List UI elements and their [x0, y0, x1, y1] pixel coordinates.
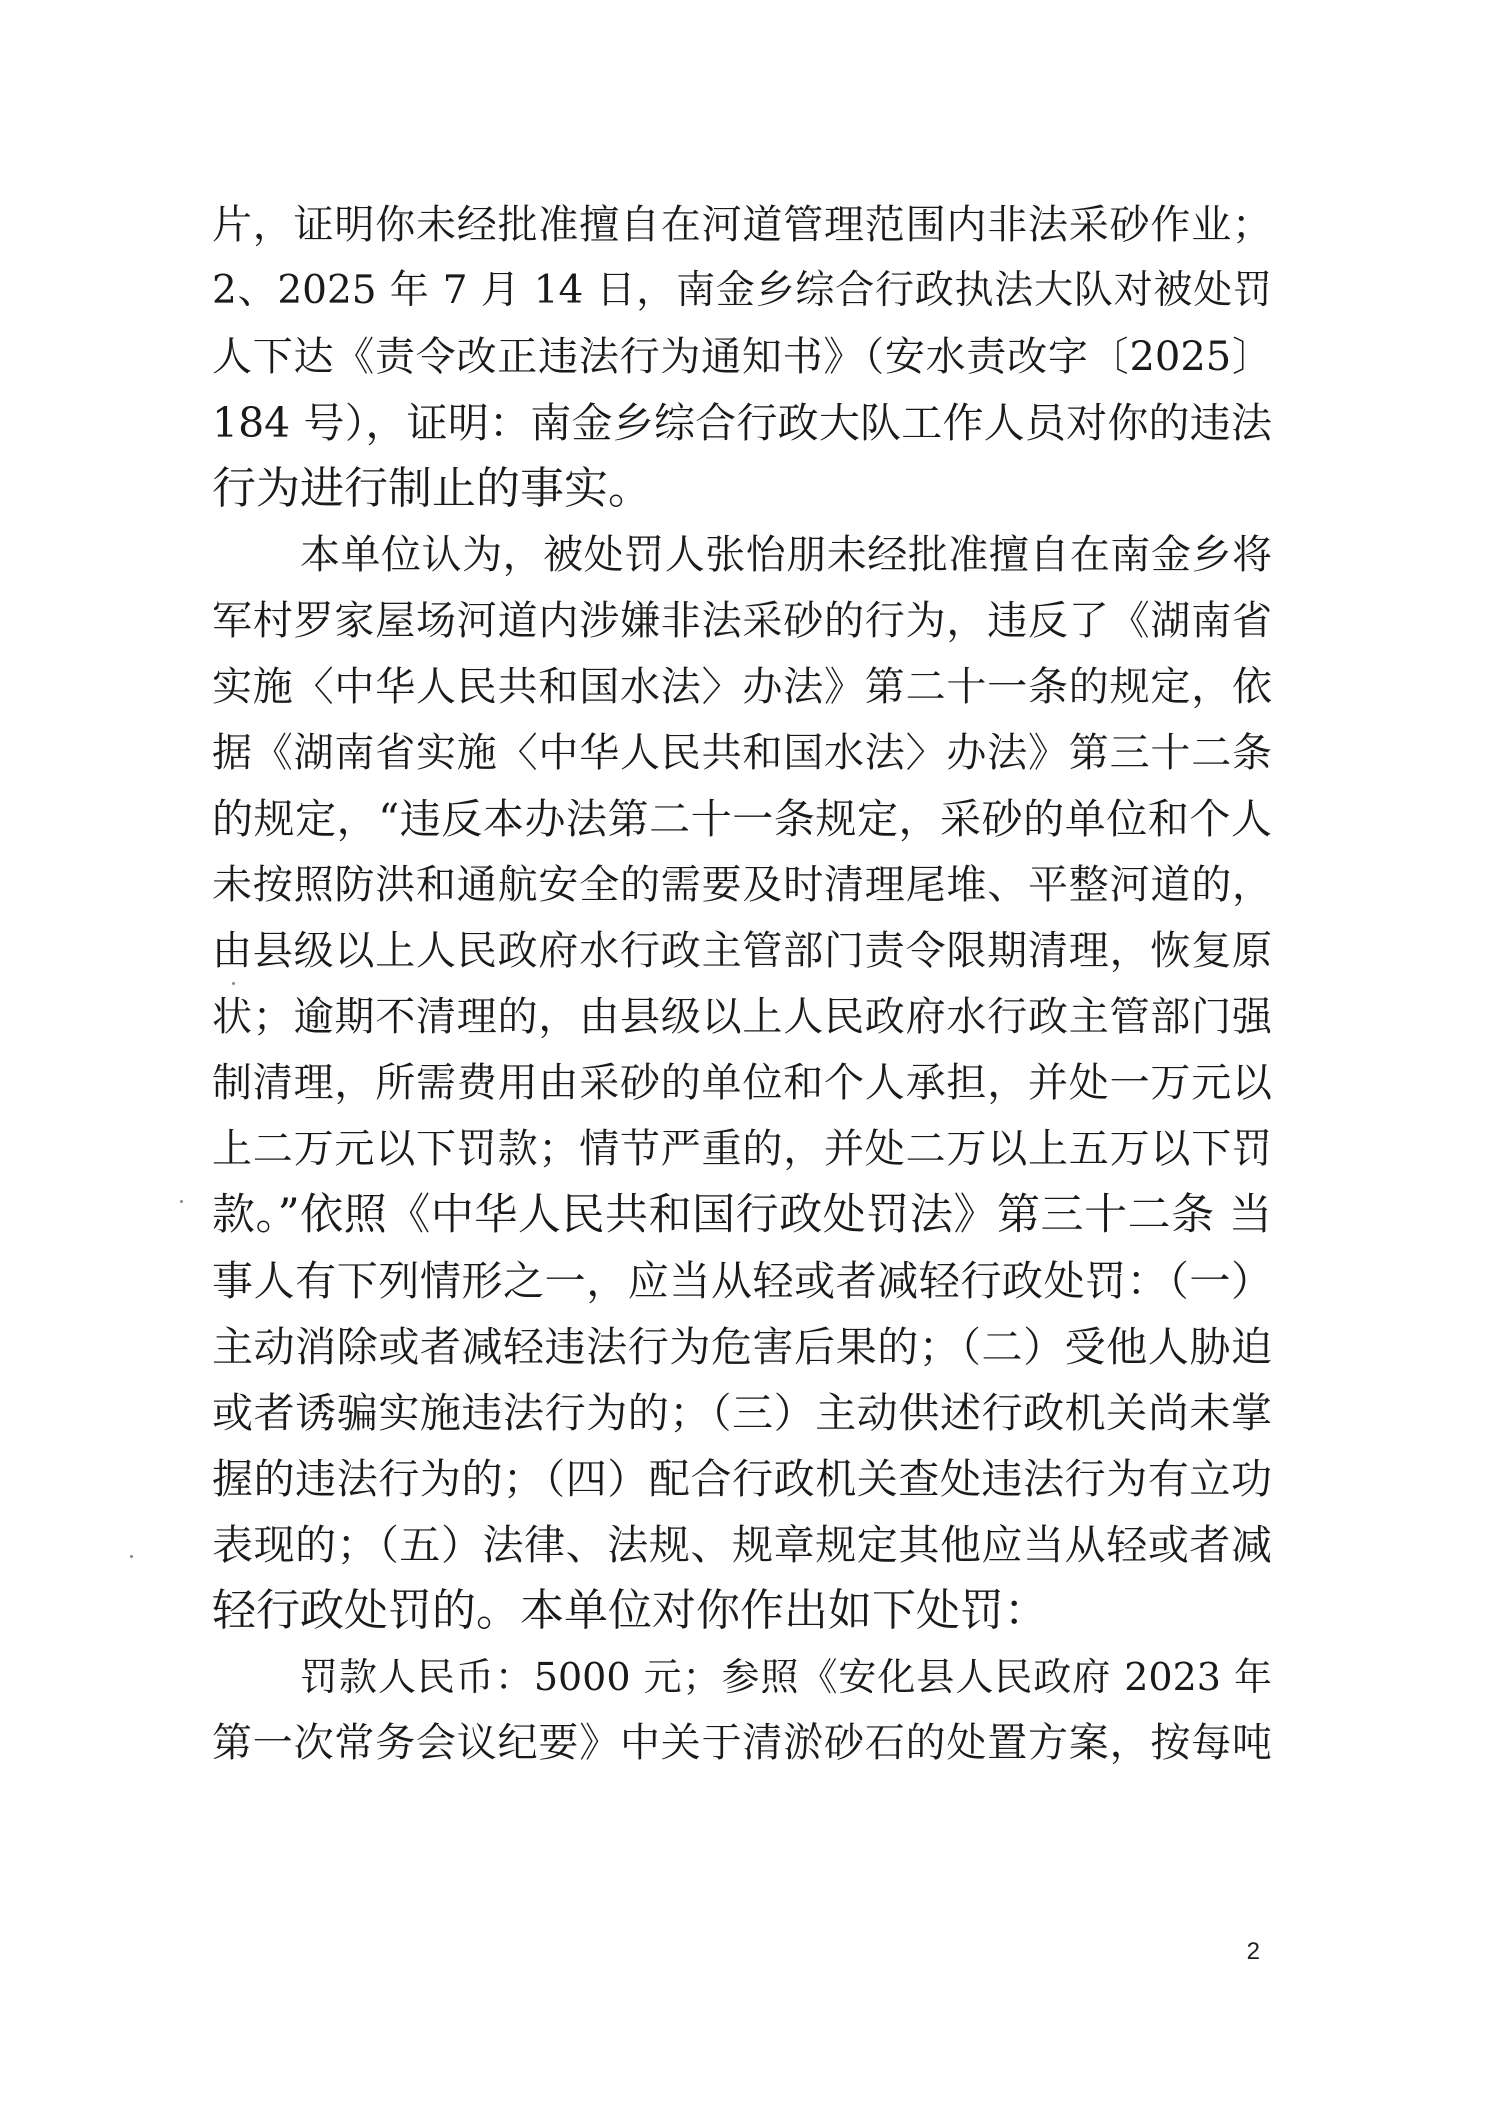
text-line: 片，证明你未经批准擅自在河道管理范围内非法采砂作业； — [212, 202, 1272, 248]
text-line: 款。”依照《中华人民共和国行政处罚法》第三十二条 当 — [212, 1190, 1272, 1240]
text-line: 上二万元以下罚款；情节严重的，并处二万以上五万以下罚 — [212, 1126, 1272, 1172]
document-body — [212, 192, 1272, 1776]
text-line: 表现的；（五）法律、法规、规章规定其他应当从轻或者减 — [212, 1521, 1272, 1569]
text-line: 军村罗家屋场河道内涉嫌非法采砂的行为，违反了《湖南省 — [212, 598, 1272, 644]
scan-speck — [130, 1555, 133, 1558]
text-line: 2、2025 年 7 月 14 日，南金乡综合行政执法大队对被处罚 — [212, 268, 1272, 313]
scan-speck — [180, 1200, 183, 1203]
text-line: 事人有下列情形之一，应当从轻或者减轻行政处罚：（一） — [212, 1257, 1272, 1305]
text-line: 轻行政处罚的。本单位对你作出如下处罚： — [212, 1585, 1048, 1636]
text-line: 罚款人民币：5000 元；参照《安化县人民政府 2023 年 — [300, 1655, 1272, 1699]
text-line: 制清理，所需费用由采砂的单位和个人承担，并处一万元以 — [212, 1060, 1272, 1106]
text-line: 据《湖南省实施〈中华人民共和国水法〉办法》第三十二条 — [212, 730, 1272, 776]
text-line: 本单位认为，被处罚人张怡朋未经批准擅自在南金乡将 — [300, 532, 1272, 578]
text-line: 行为进行制止的事实。 — [212, 463, 652, 514]
text-line: 的规定，“违反本办法第二十一条规定，采砂的单位和个人 — [212, 795, 1272, 843]
scan-speck — [232, 982, 235, 985]
text-line: 主动消除或者减轻违法行为危害后果的；（二）受他人胁迫 — [212, 1323, 1272, 1371]
text-line: 或者诱骗实施违法行为的；（三）主动供述行政机关尚未掌 — [212, 1389, 1272, 1437]
text-line: 未按照防洪和通航安全的需要及时清理尾堆、平整河道的， — [212, 862, 1272, 908]
page-number: 2 — [1246, 1938, 1260, 1965]
text-line: 状；逾期不清理的，由县级以上人民政府水行政主管部门强 — [212, 994, 1272, 1040]
text-line: 184 号），证明：南金乡综合行政大队工作人员对你的违法 — [212, 399, 1272, 447]
text-line: 实施〈中华人民共和国水法〉办法》第二十一条的规定，依 — [212, 664, 1272, 710]
text-line: 人下达《责令改正违法行为通知书》（安水责改字〔2025〕 — [212, 334, 1272, 380]
text-line: 第一次常务会议纪要》中关于清淤砂石的处置方案，按每吨 — [212, 1720, 1272, 1766]
text-line: 由县级以上人民政府水行政主管部门责令限期清理，恢复原 — [212, 928, 1272, 974]
text-line: 握的违法行为的；（四）配合行政机关查处违法行为有立功 — [212, 1455, 1272, 1503]
